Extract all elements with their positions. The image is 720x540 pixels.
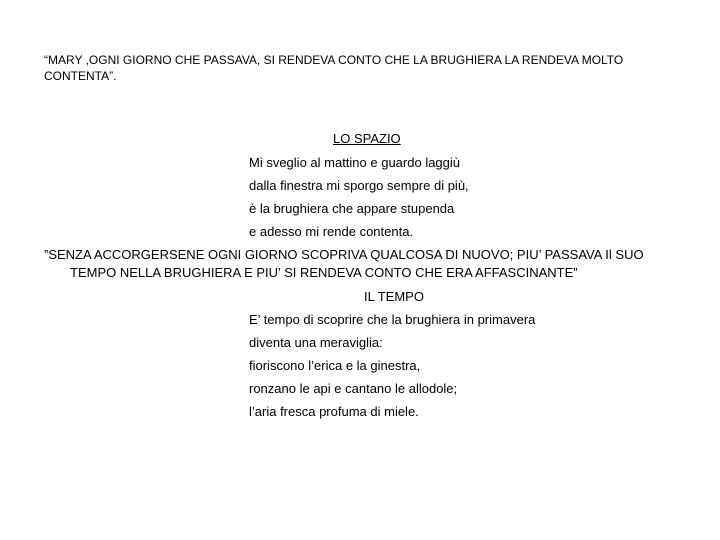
quote2-line2: TEMPO NELLA BRUGHIERA E PIU’ SI RENDEVA CONTO CHE ERA AFFASCINANTE” — [70, 265, 578, 280]
poem1-line: è la brughiera che appare stupenda — [249, 201, 455, 216]
poem2-line: ronzano le api e cantano le allodole; — [249, 381, 458, 396]
poem2-line: l’aria fresca profuma di miele. — [249, 404, 419, 419]
quote2-line1: ”SENZA ACCORGERSENE OGNI GIORNO SCOPRIVA QUALCOSA DI NUOVO; PIU’ PASSAVA Il SUO — [44, 247, 644, 262]
poem1-line: Mi sveglio al mattino e guardo laggiù — [249, 155, 461, 170]
poem2-line: fioriscono l’erica e la ginestra, — [249, 358, 421, 373]
poem2-line: diventa una meraviglia: — [249, 335, 383, 350]
poem1-line: e adesso mi rende contenta. — [249, 224, 414, 239]
poem1-line: dalla finestra mi sporgo sempre di più, — [249, 178, 469, 193]
quote1-line2: CONTENTA”. — [44, 69, 117, 83]
quote1-line1: “MARY ,OGNI GIORNO CHE PASSAVA, SI RENDEVA CONTO CHE LA BRUGHIERA LA RENDEVA MOLTO — [44, 53, 624, 67]
poem2-title: IL TEMPO — [364, 289, 424, 304]
poem2-line: E’ tempo di scoprire che la brughiera in primavera — [249, 312, 536, 327]
poem1-title: LO SPAZIO — [333, 131, 401, 146]
